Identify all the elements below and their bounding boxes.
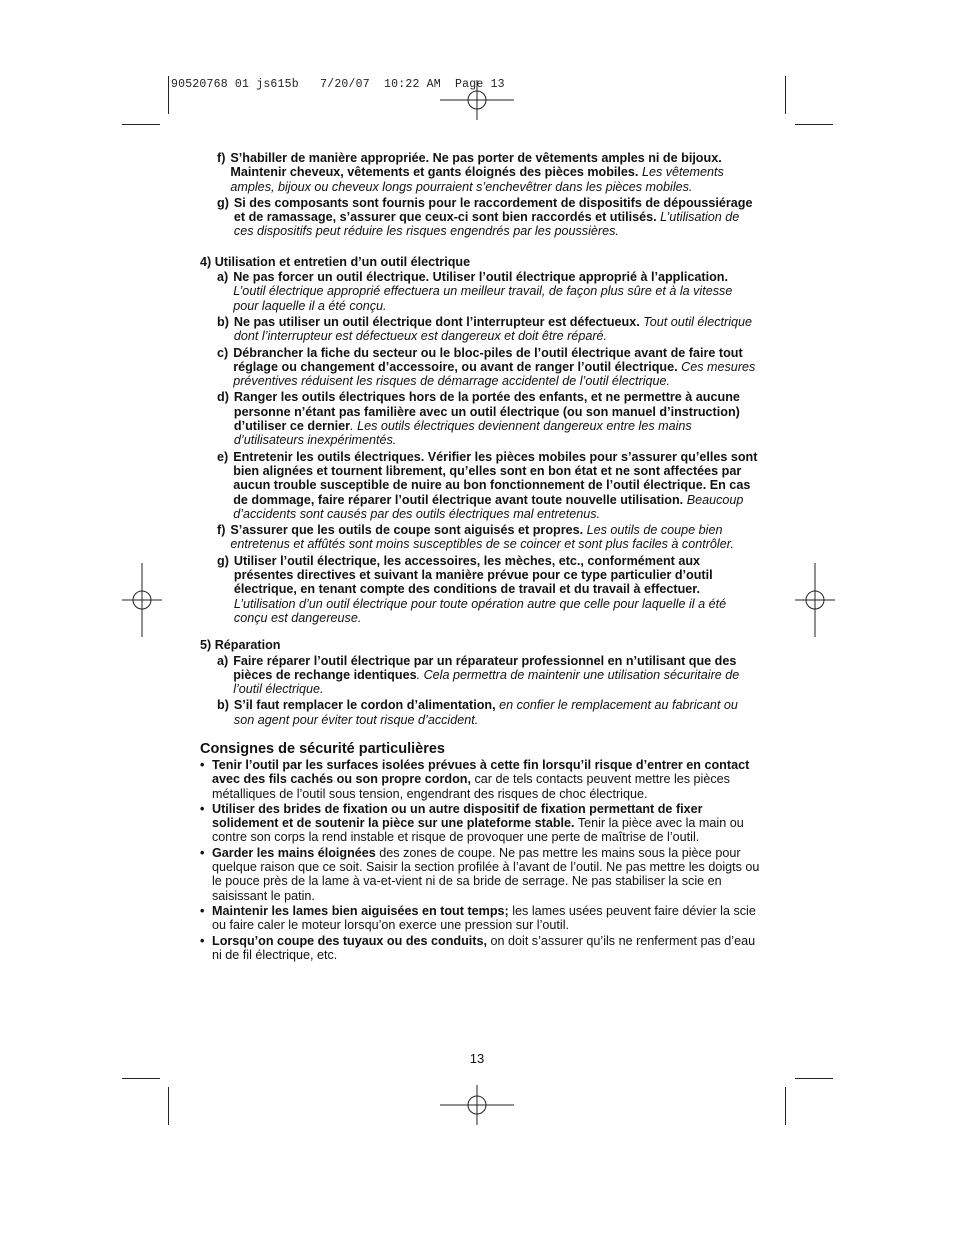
list-item <box>200 554 760 625</box>
consignes-list <box>200 758 760 962</box>
item-explanation: L’utilisation d’un outil électrique pour toute opération autre que celle pour laquelle il a été conçu est dangereuse. <box>233 596 727 625</box>
item-instruction: Ne pas forcer un outil électrique. Utiliser l’outil électrique approprié à l’application. <box>233 270 728 285</box>
item-instruction: Faire réparer l’outil électrique par un réparateur professionnel en n’utilisant que des pièces de rechange identiques <box>233 653 737 682</box>
section-4-list <box>200 270 760 625</box>
bullet-instruction: Lorsqu’on coupe des tuyaux ou des conduits, <box>212 933 487 948</box>
crop-mark-top-left-h <box>122 124 160 125</box>
section-heading-5: 5) Réparation <box>200 638 281 653</box>
bullet-explanation: Tenir la pièce avec la main ou contre son corps la rend instable et risque de provoquer une perte de maîtrise de l’outil. <box>212 816 744 845</box>
item-explanation: . Cela permettra de maintenir une utilisation sécuritaire de l’outil électrique. <box>233 667 740 697</box>
bullet-icon: • <box>200 757 205 772</box>
list-item <box>200 450 760 521</box>
item-instruction: Ne pas utiliser un outil électrique dont l’interrupteur est défectueux. <box>233 314 640 329</box>
item-explanation: Les vêtements amples, bijoux ou cheveux longs pourraient s’enchevêtrer dans les pièces mobiles. <box>230 165 724 194</box>
list-item <box>200 346 760 389</box>
list-item-f <box>200 151 760 194</box>
list-item <box>200 698 760 727</box>
list-item <box>200 523 760 552</box>
bullet-explanation: car de tels contacts peuvent mettre les pièces métalliques de l’outil sous tension, engendrant des risques de choc électrique. <box>212 772 730 801</box>
bullet-instruction: Utiliser des brides de fixation ou un autre dispositif de fixation permettant de fixer solidement et de soutenir la pièce sur une plateforme stable. <box>212 801 703 831</box>
item-label: f) <box>217 151 226 165</box>
item-label: b) <box>217 698 229 713</box>
item-instruction: S’assurer que les outils de coupe sont aiguisés et propres. <box>230 523 584 538</box>
item-instruction: Utiliser l’outil électrique, les accessoires, les mèches, etc., conformément aux présentes directives et suivant la manière prévue pour ce type particulier d’outil électrique, en tenant compte des conditions de travail et du travail à effectuer. <box>233 553 713 597</box>
bullet-item <box>200 802 760 845</box>
crop-mark-top-right-v <box>785 76 786 114</box>
bullet-instruction: Tenir l’outil par les surfaces isolées prévues à cette fin lorsqu’il risque d’entrer en contact avec des fils cachés ou son propre cordon, <box>212 757 750 787</box>
bullet-icon: • <box>200 845 205 860</box>
bullet-icon: • <box>200 903 205 918</box>
item-label: g) <box>217 553 229 568</box>
crop-mark-bottom-right-v <box>785 1087 786 1125</box>
consignes-heading: Consignes de sécurité particulières <box>200 740 445 757</box>
page-number: 13 <box>469 1051 485 1066</box>
bullet-explanation: des zones de coupe. Ne pas mettre les mains sous la pièce pour quelque raison que ce soit. Saisir la section profilée à l’avant de l’outil. Ne pas mettre les doigts ou le pouce près de la lame à va-et-vient ni de sa bride de serrage. Ne pas stabiliser la scie en saisissant le patin. <box>212 845 760 903</box>
item-instruction: Entretenir les outils électriques. Vérifier les pièces mobiles pour s’assurer qu’elles sont bien alignées et tournent librement, qu’elles sont en bon état et ne sont affectées par aucun trouble susceptible de nuire au bon fonctionnement de l’outil électrique. En cas de dommage, faire réparer l’outil électrique avant toute nouvelle utilisation. <box>233 449 758 507</box>
item-label: c) <box>217 345 229 360</box>
crop-mark-bottom-left-v <box>168 1087 169 1125</box>
list-item <box>200 654 760 697</box>
crop-mark-bottom-right-h <box>795 1078 833 1079</box>
bullet-explanation: les lames usées peuvent faire dévier la scie ou faire caler le moteur lorsqu’on exerce une pression sur l’outil. <box>212 903 756 933</box>
section-5-list <box>200 654 760 727</box>
registration-mark-bottom <box>440 1085 514 1125</box>
bullet-instruction: Garder les mains éloignées <box>212 845 376 860</box>
item-label: f) <box>217 523 226 538</box>
item-instruction: S’il faut remplacer le cordon d’alimentation, <box>233 698 496 713</box>
list-item <box>200 270 760 313</box>
item-explanation: en confier le remplacement au fabricant ou son agent pour éviter tout risque d’accident. <box>233 698 738 727</box>
section-heading-4: 4) Utilisation et entretien d’un outil électrique <box>200 254 471 269</box>
item-label: e) <box>217 449 229 464</box>
item-instruction: Si des composants sont fournis pour le raccordement de dispositifs de dépoussiérage et de ramassage, s’assurer que ceux-ci sont bien raccordés et utilisés. <box>233 195 753 225</box>
print-slug: 90520768 01 js615b 7/20/07 10:22 AM Page 13 <box>171 78 505 91</box>
registration-mark-right <box>795 563 835 637</box>
item-instruction: Ranger les outils électriques hors de la portée des enfants, et ne permettre à aucune personne n’étant pas familière avec un outil électrique (ou son manuel d’instruction) d’utiliser ce dernier <box>233 390 740 434</box>
bullet-icon: • <box>200 933 205 948</box>
item-explanation: L’utilisation de ces dispositifs peut réduire les risques engendrés par les poussières. <box>233 210 740 239</box>
list-item-g <box>200 196 760 239</box>
item-label: g) <box>217 195 229 210</box>
bullet-item <box>200 904 760 933</box>
item-instruction: Débrancher la fiche du secteur ou le bloc-piles de l’outil électrique avant de faire tout réglage ou changement d’accessoire, ou avant de ranger l’outil électrique. <box>233 345 743 374</box>
list-item <box>200 390 760 447</box>
bullet-item <box>200 758 760 801</box>
crop-mark-top-left-v <box>168 76 169 114</box>
bullet-instruction: Maintenir les lames bien aiguisées en tout temps; <box>212 903 509 918</box>
item-explanation: Les outils de coupe bien entretenus et affûtés sont moins susceptibles de se coincer et sont plus faciles à contrôler. <box>230 523 734 552</box>
item-explanation: . Les outils électriques deviennent dangereux entre les mains d’utilisateurs inexpérimentés. <box>233 419 692 448</box>
item-label: b) <box>217 314 229 329</box>
crop-mark-bottom-left-h <box>122 1078 160 1079</box>
item-explanation: L’outil électrique approprié effectuera un meilleur travail, de façon plus sûre et à la vitesse pour laquelle il a été conçu. <box>233 284 733 313</box>
registration-mark-top <box>440 80 514 120</box>
item-explanation: Beaucoup d’accidents sont causés par des outils électriques mal entretenus. <box>233 492 744 521</box>
crop-mark-top-right-h <box>795 124 833 125</box>
bullet-explanation: on doit s’assurer qu’ils ne renferment pas d’eau ni de fil électrique, etc. <box>212 933 756 962</box>
bullet-item <box>200 846 760 903</box>
page-body <box>200 151 760 963</box>
item-instruction: S’habiller de manière appropriée. Ne pas porter de vêtements amples ni de bijoux. Maintenir cheveux, vêtements et gants éloignés des pièces mobiles. <box>230 151 722 180</box>
list-item <box>200 315 760 344</box>
registration-mark-left <box>122 563 162 637</box>
item-explanation: Ces mesures préventives réduisent les risques de démarrage accidentel de l’outil électrique. <box>233 359 756 389</box>
bullet-icon: • <box>200 801 205 816</box>
item-label: a) <box>217 270 229 285</box>
item-label: d) <box>217 390 229 405</box>
item-label: a) <box>217 653 229 668</box>
bullet-item <box>200 934 760 963</box>
item-explanation: Tout outil électrique dont l’interrupteur est défectueux est dangereux et doit être réparé. <box>233 314 753 344</box>
